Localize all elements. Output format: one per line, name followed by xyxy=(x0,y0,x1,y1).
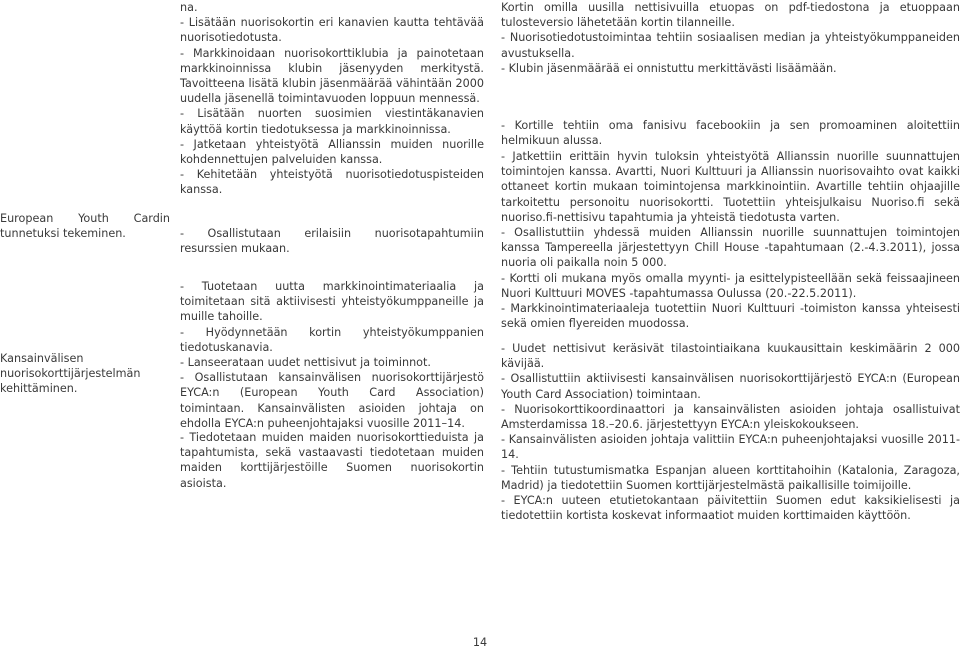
paragraph: - Uudet nettisivut keräsivät tilastointiaikana kuukausittain keskimäärin 2 000 kävijää. xyxy=(501,342,960,371)
left-item-international-system: Kansainvälisen nuorisokorttijärjestelmän kehittäminen. xyxy=(0,352,141,396)
paragraph: - Kehitetään yhteistyötä nuorisotiedotuspisteiden kanssa. xyxy=(180,168,484,197)
paragraph: - Lisätään nuorten suosimien viestintäkanavien käyttöä kortin tiedotuksessa ja markkinoinnissa. xyxy=(180,107,484,136)
middle-block-communication xyxy=(180,0,484,198)
right-block-facebook xyxy=(501,118,960,148)
paragraph: - Kansainvälisten asioiden johtaja valittiin EYCA:n puheenjohtajaksi vuosille 2011-14. xyxy=(501,433,960,462)
paragraph: - Jatketaan yhteistyötä Allianssin muiden nuorille kohdennettujen palveluiden kanssa. xyxy=(180,137,484,167)
right-block-web xyxy=(501,0,960,76)
paragraph: - Lisätään nuorisokortin eri kanavien kautta tehtävää nuorisotiedotusta. xyxy=(180,16,484,45)
paragraph: - Hyödynnetään kortin yhteistyökumppanien tiedotuskanavia. xyxy=(180,325,484,354)
paragraph: - Kortti oli mukana myös omalla myynti- ja esittelypisteellään sekä feissaajineen Nuori Kulttuuri MOVES -tapahtumassa Oulussa (20.-22.5.2011). xyxy=(501,271,960,300)
middle-block-events xyxy=(180,226,484,256)
right-block-alliance xyxy=(501,149,960,331)
right-block-international xyxy=(501,341,960,523)
paragraph: - Osallistuttiin yhdessä muiden Allianssin nuorille suunnattujen toimintojen kanssa Tampereella järjestettyyn Chill House -tapahtumaan (2.-4.3.2011), jossa nuoria oli paikalla noin 5 000. xyxy=(501,226,960,270)
page-number: 14 xyxy=(472,636,488,649)
paragraph: - EYCA:n uuteen etutietokantaan päivitettiin Suomen edut kaksikielisesti ja tiedotettiin kortista koskevat informaatiot muiden korttimaiden käyttöön. xyxy=(501,494,960,523)
middle-block-international xyxy=(180,430,484,491)
paragraph: - Tehtiin tutustumismatka Espanjan alueen korttitahoihin (Katalonia, Zaragoza, Madrid) ja tiedotettiin Suomen korttijärjestelmästä paikallisille toimijoille. xyxy=(501,463,960,492)
paragraph: - Nuorisotiedotustoimintaa tehtiin sosiaalisen median ja yhteistyökumppaneiden avustuksella. xyxy=(501,31,960,60)
paragraph: - Markkinoidaan nuorisokorttiklubia ja painotetaan markkinoinnissa klubin jäsenyyden merkitystä. Tavoitteena lisätä klubin jäsenmäärää vähintään 2000 uudella jäsenellä toimintavuoden loppuun mennessä. xyxy=(180,46,484,106)
paragraph: - Klubin jäsenmäärää ei onnistuttu merkittävästi lisäämään. xyxy=(501,61,837,75)
paragraph: - Kortille tehtiin oma fanisivu facebookiin ja sen promoaminen aloitettiin helmikuun alussa. xyxy=(501,119,960,148)
paragraph: - Osallistuttiin aktiivisesti kansainvälisen nuorisokorttijärjestö EYCA:n (European Youth Card Association) toimintaan. xyxy=(501,372,960,401)
middle-block-marketing xyxy=(180,279,484,431)
paragraph: - Nuorisokorttikoordinaattori ja kansainvälisten asioiden johtaja osallistuivat Amsterdamissa 18.–20.6. järjestettyyn EYCA:n yleiskokoukseen. xyxy=(501,402,960,432)
paragraph: Kortin omilla uusilla nettisivuilla etuopas on pdf-tiedostona ja etuoppaan tulosteversio lähetetään kortin tilanneille. xyxy=(501,1,960,30)
paragraph: - Osallistutaan kansainvälisen nuorisokorttijärjestö EYCA:n (European Youth Card Association) toimintaan. Kansainvälisten asioiden johtaja on ehdolla EYCA:n puheenjohtajaksi vuosille 2011–14. xyxy=(180,371,484,430)
paragraph: - Lanseerataan uudet nettisivut ja toiminnot. xyxy=(180,356,431,370)
paragraph: - Tiedotetaan muiden maiden nuorisokorttieduista ja tapahtumista, sekä vastaavasti tiedotetaan muiden maiden korttijärjestöille Suomen nuorisokortin asioista. xyxy=(180,431,484,490)
paragraph: - Jatkettiin erittäin hyvin tuloksin yhteistyötä Allianssin nuorille suunnattujen toimintojen kanssa. Avartti, Nuori Kulttuuri ja Allianssin nuorisovaihto ovat kaikki ottaneet kortin mukaan toimintojensa markkinointiin. Avartille tehtiin ohjaajille tarkoitettu personoitu nuorisokortti. Tuotettiin yhteisjulkaisu Nuoriso.fi sekä nuoriso.fi-nettisivu tapahtumia ja yhteistä tiedotusta varten. xyxy=(501,150,960,224)
paragraph: na. xyxy=(180,1,198,14)
left-item-eyc-awareness: European Youth Cardin tunnetuksi tekeminen. xyxy=(0,212,170,241)
paragraph: - Markkinointimateriaaleja tuotettiin Nuori Kulttuuri -toimiston kanssa yhteisesti sekä omien flyereiden muodossa. xyxy=(501,302,960,331)
paragraph: - Osallistutaan erilaisiin nuorisotapahtumiin resurssien mukaan. xyxy=(180,227,484,256)
paragraph: - Tuotetaan uutta markkinointimateriaalia ja toimitetaan sitä aktiivisesti yhteistyökumppaneille ja muille tahoille. xyxy=(180,280,484,324)
